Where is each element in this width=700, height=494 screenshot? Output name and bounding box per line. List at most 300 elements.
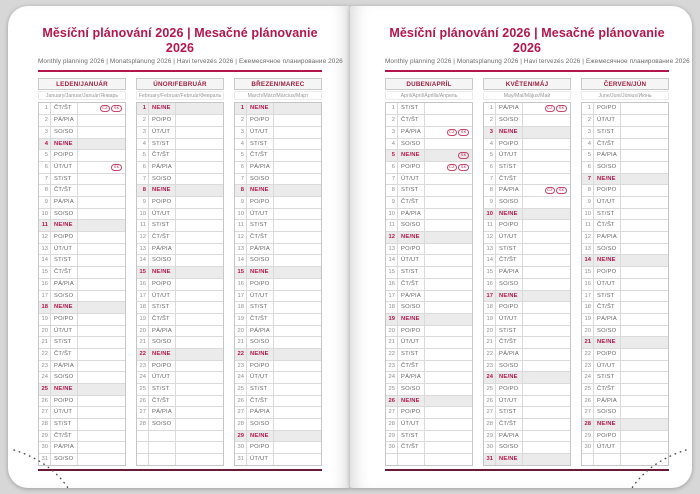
day-number: 10 <box>386 209 398 220</box>
day-number: 2 <box>484 115 496 126</box>
day-abbrev: NE/NE <box>496 454 523 465</box>
notes-cell <box>274 232 321 243</box>
day-abbrev: ČT/ŠT <box>398 279 425 290</box>
notes-cell <box>78 174 125 185</box>
day-abbrev: SO/SO <box>594 244 621 255</box>
day-number: 30 <box>235 442 247 453</box>
day-number: 20 <box>386 326 398 337</box>
day-number: 25 <box>582 384 594 395</box>
day-abbrev: NE/NE <box>398 314 425 325</box>
day-number: 24 <box>582 372 594 383</box>
notes-cell <box>523 185 570 196</box>
day-number: 20 <box>235 326 247 337</box>
page-subtitle: Monthly planning 2026 | Monatsplanung 2026 | Havi tervezés 2026 | Ежемесячное планирование 2026 <box>38 58 343 65</box>
day-row <box>386 430 472 442</box>
day-abbrev: ČT/ŠT <box>398 115 425 126</box>
day-row-sunday <box>484 208 570 220</box>
notes-cell <box>176 349 223 360</box>
notes-cell <box>425 431 472 442</box>
month-day-grid <box>38 102 126 466</box>
day-number: 24 <box>137 372 149 383</box>
day-abbrev: PO/PO <box>398 244 425 255</box>
day-number <box>582 454 594 465</box>
day-row <box>235 161 321 173</box>
notes-cell <box>621 442 668 453</box>
notes-cell <box>621 255 668 266</box>
day-abbrev: ST/ST <box>51 255 78 266</box>
notes-cell <box>78 337 125 348</box>
day-abbrev: ČT/ŠT <box>51 103 78 115</box>
month-day-grid <box>581 102 669 466</box>
day-abbrev: SO/SO <box>496 197 523 208</box>
day-abbrev: SO/SO <box>149 419 176 430</box>
notes-cell <box>523 372 570 383</box>
day-number: 27 <box>484 407 496 418</box>
day-abbrev: PO/PO <box>594 431 621 442</box>
title-rule <box>38 70 322 72</box>
day-number: 25 <box>235 384 247 395</box>
day-number: 12 <box>137 232 149 243</box>
notes-cell <box>274 396 321 407</box>
day-row <box>137 430 223 442</box>
day-row <box>39 360 125 372</box>
day-abbrev: ÚT/UT <box>496 150 523 161</box>
notes-cell <box>78 302 125 313</box>
notes-cell <box>274 407 321 418</box>
day-number: 13 <box>386 244 398 255</box>
day-row <box>582 313 668 325</box>
day-number: 26 <box>137 396 149 407</box>
day-row <box>386 266 472 278</box>
day-number: 19 <box>484 314 496 325</box>
day-number: 9 <box>484 197 496 208</box>
day-number: 20 <box>39 326 51 337</box>
day-row-sunday <box>235 103 321 115</box>
day-abbrev: SO/SO <box>398 220 425 231</box>
holiday-sk-icon: SK <box>556 187 567 194</box>
day-number: 12 <box>39 232 51 243</box>
notes-cell <box>274 244 321 255</box>
day-abbrev: ÚT/UT <box>398 255 425 266</box>
planner-spread <box>8 6 692 488</box>
notes-cell <box>78 220 125 231</box>
day-abbrev: ST/ST <box>149 384 176 395</box>
day-abbrev: PO/PO <box>149 361 176 372</box>
day-number <box>137 431 149 442</box>
notes-cell <box>78 232 125 243</box>
holiday-cz-icon: CZ <box>447 164 458 171</box>
notes-cell <box>274 115 321 126</box>
day-abbrev: PO/PO <box>496 302 523 313</box>
notes-cell <box>78 127 125 138</box>
day-abbrev: ÚT/UT <box>496 232 523 243</box>
holiday-sk-icon: SK <box>111 105 122 112</box>
day-abbrev: SO/SO <box>247 419 274 430</box>
day-number: 8 <box>484 185 496 196</box>
day-number: 18 <box>484 302 496 313</box>
notes-cell <box>176 442 223 453</box>
holiday-cz-icon: CZ <box>545 187 556 194</box>
notes-cell <box>274 291 321 302</box>
day-row <box>582 290 668 302</box>
day-abbrev: SO/SO <box>51 454 78 465</box>
day-number: 13 <box>582 244 594 255</box>
notes-cell <box>274 419 321 430</box>
notes-cell <box>621 220 668 231</box>
day-number: 2 <box>386 115 398 126</box>
day-abbrev: PÁ/PIA <box>496 103 523 115</box>
notes-cell <box>425 314 472 325</box>
notes-cell <box>523 349 570 360</box>
day-number: 10 <box>484 209 496 220</box>
day-abbrev: ČT/ŠT <box>496 174 523 185</box>
day-number: 5 <box>386 150 398 161</box>
day-row <box>39 290 125 302</box>
day-row <box>582 126 668 138</box>
page-left <box>8 6 350 488</box>
day-row <box>386 336 472 348</box>
day-row <box>386 208 472 220</box>
day-abbrev: PÁ/PIA <box>496 431 523 442</box>
day-abbrev: ČT/ŠT <box>594 302 621 313</box>
day-abbrev: NE/NE <box>247 185 274 196</box>
day-number: 22 <box>386 349 398 360</box>
day-row <box>386 103 472 115</box>
day-number: 24 <box>39 372 51 383</box>
notes-cell <box>621 454 668 465</box>
day-number: 5 <box>484 150 496 161</box>
day-abbrev: ST/ST <box>51 419 78 430</box>
notes-cell <box>78 267 125 278</box>
notes-cell <box>78 103 125 115</box>
day-abbrev: ČT/ŠT <box>149 232 176 243</box>
day-abbrev: ČT/ŠT <box>247 396 274 407</box>
day-number: 19 <box>137 314 149 325</box>
day-row <box>39 161 125 173</box>
month-languages: January/Januar/Január/Январь <box>38 91 126 100</box>
day-abbrev: ST/ST <box>594 372 621 383</box>
day-row-sunday <box>137 103 223 115</box>
notes-cell <box>176 244 223 255</box>
day-number: 7 <box>235 174 247 185</box>
notes-cell <box>425 103 472 115</box>
day-row-sunday <box>484 371 570 383</box>
day-row <box>484 231 570 243</box>
day-abbrev: NE/NE <box>496 291 523 302</box>
day-abbrev: PO/PO <box>51 232 78 243</box>
day-abbrev: ST/ST <box>594 291 621 302</box>
day-abbrev: PÁ/PIA <box>247 162 274 173</box>
day-row <box>582 138 668 150</box>
day-abbrev <box>149 431 176 442</box>
day-abbrev: SO/SO <box>51 209 78 220</box>
day-abbrev: ÚT/UT <box>594 442 621 453</box>
day-row <box>582 149 668 161</box>
day-number: 2 <box>137 115 149 126</box>
day-number: 14 <box>582 255 594 266</box>
day-number: 30 <box>386 442 398 453</box>
notes-cell <box>274 139 321 150</box>
day-number: 9 <box>386 197 398 208</box>
notes-cell <box>78 185 125 196</box>
day-row <box>582 266 668 278</box>
day-row <box>235 208 321 220</box>
day-number: 21 <box>386 337 398 348</box>
day-row <box>484 336 570 348</box>
notes-cell <box>621 267 668 278</box>
day-abbrev: ČT/ŠT <box>496 337 523 348</box>
day-abbrev: NE/NE <box>149 267 176 278</box>
day-abbrev: NE/NE <box>247 103 274 115</box>
day-number: 27 <box>386 407 398 418</box>
notes-cell <box>274 454 321 465</box>
page-title: Měsíční plánování 2026 | Mesačné plánovanie 2026 <box>389 26 665 55</box>
day-row <box>39 430 125 442</box>
day-abbrev: PÁ/PIA <box>398 372 425 383</box>
page-subtitle: Monthly planning 2026 | Monatsplanung 2026 | Havi tervezés 2026 | Ежемесячное планирование 2026 <box>385 58 690 65</box>
day-row <box>39 149 125 161</box>
notes-cell <box>78 372 125 383</box>
day-number: 14 <box>235 255 247 266</box>
notes-cell <box>425 197 472 208</box>
day-abbrev: ST/ST <box>496 244 523 255</box>
day-abbrev: NE/NE <box>594 337 621 348</box>
day-abbrev: PO/PO <box>594 349 621 360</box>
day-abbrev: PÁ/PIA <box>51 115 78 126</box>
day-row <box>386 173 472 185</box>
day-number: 15 <box>484 267 496 278</box>
day-number: 8 <box>137 185 149 196</box>
day-row <box>582 278 668 290</box>
day-abbrev: SO/SO <box>594 407 621 418</box>
day-row-sunday <box>582 173 668 185</box>
day-number: 28 <box>235 419 247 430</box>
day-number: 13 <box>137 244 149 255</box>
day-row <box>582 395 668 407</box>
day-row <box>386 161 472 173</box>
day-abbrev: ST/ST <box>247 220 274 231</box>
day-row <box>137 360 223 372</box>
day-number: 7 <box>39 174 51 185</box>
months-row-apr-jun <box>385 78 669 466</box>
day-row <box>137 290 223 302</box>
day-number: 23 <box>137 361 149 372</box>
day-abbrev: ÚT/UT <box>149 291 176 302</box>
day-number: 30 <box>582 442 594 453</box>
day-number: 22 <box>137 349 149 360</box>
day-row <box>582 196 668 208</box>
day-row <box>235 114 321 126</box>
day-row <box>386 254 472 266</box>
notes-cell <box>176 396 223 407</box>
notes-cell <box>523 279 570 290</box>
day-row <box>235 371 321 383</box>
day-row <box>582 360 668 372</box>
notes-cell <box>425 384 472 395</box>
notes-cell <box>425 279 472 290</box>
notes-cell <box>274 337 321 348</box>
day-abbrev: PO/PO <box>149 279 176 290</box>
day-abbrev: NE/NE <box>149 185 176 196</box>
day-abbrev: SO/SO <box>247 174 274 185</box>
notes-cell <box>78 326 125 337</box>
day-number: 5 <box>137 150 149 161</box>
day-row <box>582 325 668 337</box>
day-row <box>137 336 223 348</box>
notes-cell <box>176 314 223 325</box>
holiday-sk-icon: SK <box>556 105 567 112</box>
day-number: 21 <box>484 337 496 348</box>
day-abbrev: ÚT/UT <box>51 162 78 173</box>
day-number: 15 <box>386 267 398 278</box>
notes-cell <box>523 267 570 278</box>
day-number: 11 <box>235 220 247 231</box>
month-day-grid <box>385 102 473 466</box>
day-abbrev: PO/PO <box>51 396 78 407</box>
day-abbrev: ST/ST <box>398 185 425 196</box>
day-number: 16 <box>39 279 51 290</box>
day-abbrev: NE/NE <box>51 139 78 150</box>
day-abbrev: PÁ/PIA <box>496 349 523 360</box>
notes-cell <box>425 232 472 243</box>
notes-cell <box>523 244 570 255</box>
day-abbrev: PÁ/PIA <box>496 267 523 278</box>
day-abbrev: ČT/ŠT <box>247 232 274 243</box>
day-row <box>484 219 570 231</box>
day-row <box>235 360 321 372</box>
day-number <box>137 454 149 465</box>
day-abbrev: ST/ST <box>398 267 425 278</box>
day-row <box>582 103 668 115</box>
day-abbrev: PO/PO <box>594 103 621 115</box>
day-row <box>235 395 321 407</box>
day-abbrev: SO/SO <box>398 384 425 395</box>
day-row-sunday <box>582 336 668 348</box>
day-abbrev: PÁ/PIA <box>51 442 78 453</box>
day-row <box>484 301 570 313</box>
notes-cell <box>176 185 223 196</box>
notes-cell <box>78 431 125 442</box>
day-abbrev: ČT/ŠT <box>496 419 523 430</box>
day-abbrev: ÚT/UT <box>149 372 176 383</box>
day-abbrev: ČT/ŠT <box>398 197 425 208</box>
day-abbrev: PO/PO <box>51 314 78 325</box>
notes-cell <box>274 279 321 290</box>
day-row <box>386 371 472 383</box>
notes-cell <box>274 431 321 442</box>
day-row <box>137 395 223 407</box>
notes-cell <box>274 267 321 278</box>
day-number: 10 <box>39 209 51 220</box>
notes-cell <box>274 442 321 453</box>
day-row <box>484 161 570 173</box>
day-abbrev <box>594 454 621 465</box>
day-row <box>484 348 570 360</box>
day-abbrev: SO/SO <box>496 279 523 290</box>
day-row <box>235 336 321 348</box>
day-abbrev: SO/SO <box>247 337 274 348</box>
day-abbrev: ÚT/UT <box>398 419 425 430</box>
day-abbrev: SO/SO <box>594 326 621 337</box>
notes-cell <box>621 115 668 126</box>
day-row <box>484 138 570 150</box>
notes-cell <box>425 162 472 173</box>
notes-cell <box>523 150 570 161</box>
notes-cell <box>176 279 223 290</box>
page-title: Měsíční plánování 2026 | Mesačné plánovanie 2026 <box>42 26 318 55</box>
day-row <box>39 231 125 243</box>
notes-cell <box>621 314 668 325</box>
day-number: 22 <box>484 349 496 360</box>
day-abbrev: PÁ/PIA <box>594 150 621 161</box>
day-number: 16 <box>235 279 247 290</box>
notes-cell <box>523 115 570 126</box>
day-row <box>39 184 125 196</box>
notes-cell <box>425 115 472 126</box>
notes-cell <box>621 162 668 173</box>
day-number: 25 <box>484 384 496 395</box>
day-row <box>582 441 668 453</box>
day-number: 18 <box>235 302 247 313</box>
month-column <box>234 78 322 466</box>
month-languages: May/Mai/Május/Май <box>483 91 571 100</box>
day-abbrev: ST/ST <box>398 431 425 442</box>
notes-cell <box>274 220 321 231</box>
day-row <box>137 406 223 418</box>
notes-cell <box>621 185 668 196</box>
day-row <box>484 243 570 255</box>
day-row <box>39 278 125 290</box>
month-day-grid <box>136 102 224 466</box>
day-abbrev: ÚT/UT <box>51 407 78 418</box>
notes-cell <box>425 127 472 138</box>
day-number: 28 <box>484 419 496 430</box>
day-number: 13 <box>484 244 496 255</box>
day-row <box>582 301 668 313</box>
notes-cell <box>425 396 472 407</box>
day-row <box>235 219 321 231</box>
day-number: 16 <box>137 279 149 290</box>
notes-cell <box>523 419 570 430</box>
day-number: 10 <box>582 209 594 220</box>
day-number: 6 <box>582 162 594 173</box>
day-abbrev: PÁ/PIA <box>398 127 425 138</box>
day-number: 10 <box>235 209 247 220</box>
day-abbrev: PO/PO <box>149 115 176 126</box>
notes-cell <box>523 174 570 185</box>
notes-cell <box>621 384 668 395</box>
day-row <box>484 173 570 185</box>
day-row <box>235 383 321 395</box>
day-row <box>386 348 472 360</box>
day-abbrev: ČT/ŠT <box>496 255 523 266</box>
day-number: 26 <box>386 396 398 407</box>
day-number: 7 <box>137 174 149 185</box>
day-abbrev: ÚT/UT <box>594 279 621 290</box>
day-number: 2 <box>582 115 594 126</box>
day-abbrev: ÚT/UT <box>398 174 425 185</box>
day-abbrev: PO/PO <box>247 197 274 208</box>
notes-cell <box>523 139 570 150</box>
day-number: 15 <box>582 267 594 278</box>
day-number: 11 <box>484 220 496 231</box>
day-abbrev: ST/ST <box>594 209 621 220</box>
day-row <box>137 149 223 161</box>
page-right <box>350 6 692 488</box>
day-abbrev: NE/NE <box>149 349 176 360</box>
day-abbrev: ÚT/UT <box>594 115 621 126</box>
day-number: 11 <box>582 220 594 231</box>
